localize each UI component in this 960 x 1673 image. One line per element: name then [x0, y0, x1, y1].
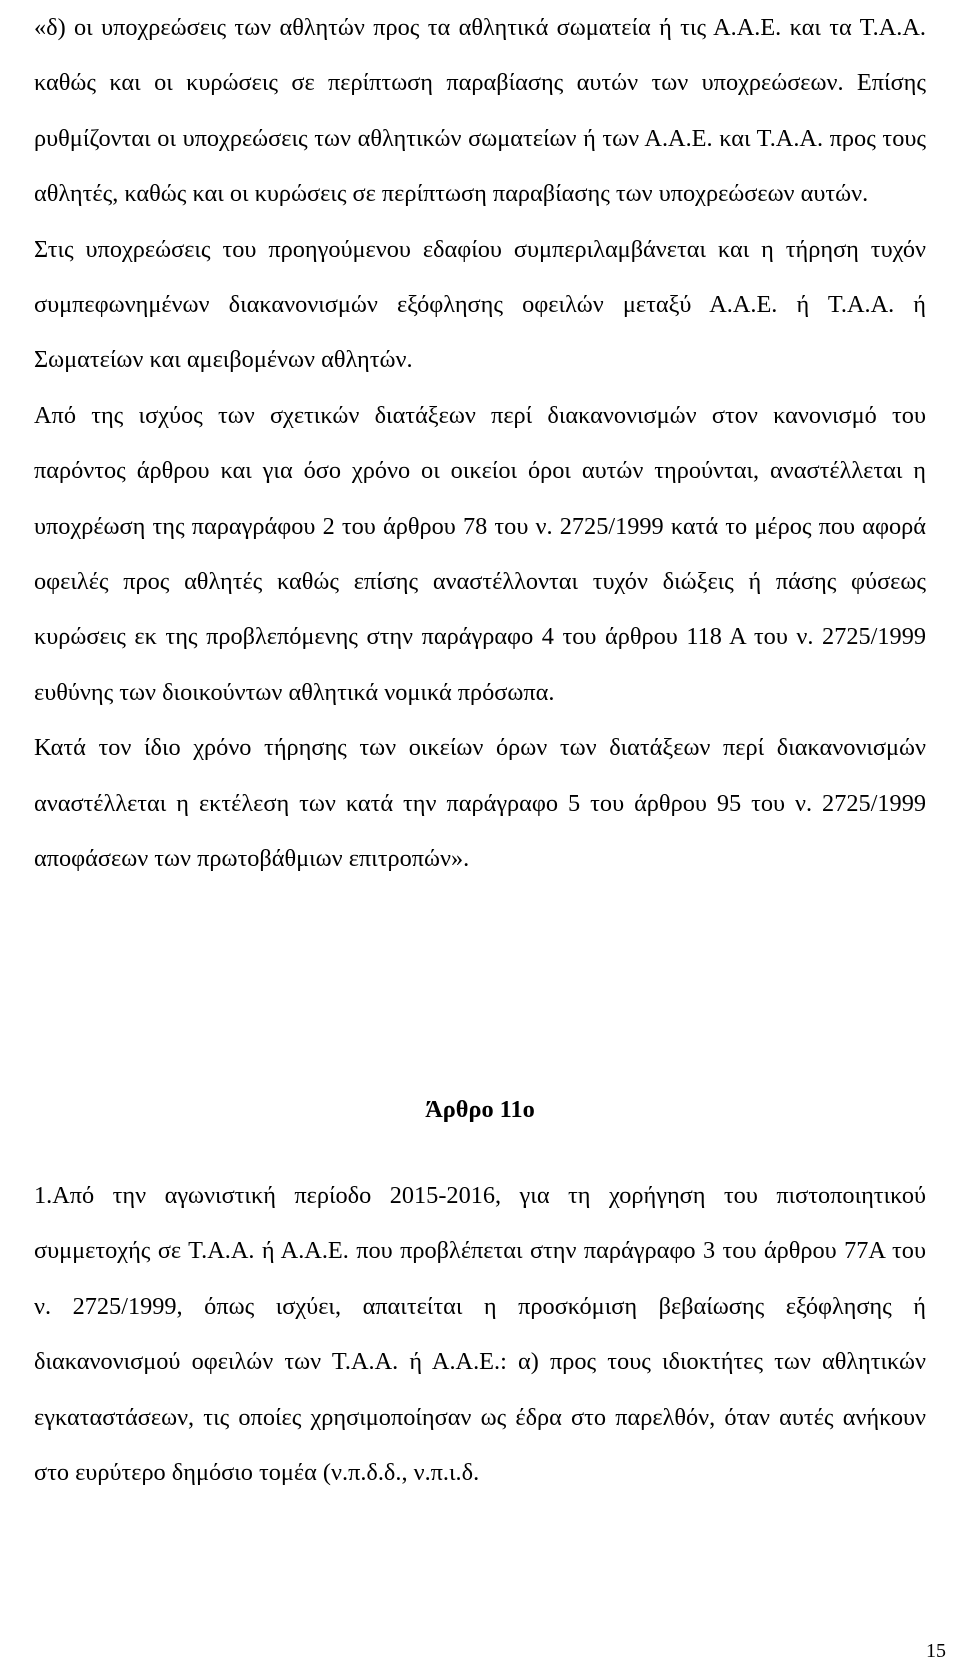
body-text-after-article — [34, 1168, 926, 1500]
paragraph-suspension-of-execution: Κατά τον ίδιο χρόνο τήρησης των οικείων όρων των διατάξεων περί διακανονισμών αναστέλλεται η εκτέλεση των κατά την παράγραφο 5 του άρθρου 95 του ν. 2725/1999 αποφάσεων των πρωτοβάθμιων επιτροπών». — [34, 734, 926, 873]
paragraph-obligations-of-athletes: «δ) οι υποχρεώσεις των αθλητών προς τα αθλητικά σωματεία ή τις Α.Α.Ε. και τα Τ.Α.Α. καθώς και οι κυρώσεις σε περίπτωση παραβίασης αυτών των υποχρεώσεων. Επίσης ρυθμίζονται οι υποχρεώσεις των αθλητικών σωματείων ή των Α.Α.Ε. και Τ.Α.Α. προς τους αθλητές, καθώς και οι κυρώσεις σε περίπτωση παραβίασης των υποχρεώσεων αυτών. — [34, 14, 926, 208]
paragraph-debt-settlement-obligations: Στις υποχρεώσεις του προηγούμενου εδαφίου συμπεριλαμβάνεται και η τήρηση τυχόν συμπεφωνημένων διακανονισμών εξόφλησης οφειλών μεταξύ Α.Α.Ε. ή Τ.Α.Α. ή Σωματείων και αμειβομένων αθλητών. — [34, 235, 926, 374]
page-number: 15 — [926, 1640, 946, 1662]
body-text-before-article — [34, 0, 926, 887]
article-heading: Άρθρο 11ο — [425, 1096, 535, 1123]
paragraph-certificate-requirement: 1.Από την αγωνιστική περίοδο 2015-2016, για τη χορήγηση του πιστοποιητικού συμμετοχής σε Τ.Α.Α. ή Α.Α.Ε. που προβλέπεται στην παράγραφο 3 του άρθρου 77Α του ν. 2725/1999, όπως ισχύει, απαιτείται η προσκόμιση βεβαίωσης εξόφλησης ή διακανονισμού οφειλών των Τ.Α.Α. ή Α.Α.Ε.: α) προς τους ιδιοκτήτες των αθλητικών εγκαταστάσεων, τις οποίες χρησιμοποίησαν ως έδρα στο παρελθόν, όταν αυτές ανήκουν στο ευρύτερο δημόσιο τομέα (ν.π.δ.δ., ν.π.ι.δ. — [34, 1182, 926, 1487]
paragraph-suspension-of-obligation: Από της ισχύος των σχετικών διατάξεων περί διακανονισμών στον κανονισμό του παρόντος άρθρου και για όσο χρόνο οι οικείοι όροι αυτών τηρούνται, αναστέλλεται η υποχρέωση της παραγράφου 2 του άρθρου 78 του ν. 2725/1999 κατά το μέρος που αφορά οφειλές προς αθλητές καθώς επίσης αναστέλλονται τυχόν διώξεις ή πάσης φύσεως κυρώσεις εκ της προβλεπόμενης στην παράγραφο 4 του άρθρου 118 Α του ν. 2725/1999 ευθύνης των διοικούντων αθλητικά νομικά πρόσωπα. — [34, 401, 926, 706]
